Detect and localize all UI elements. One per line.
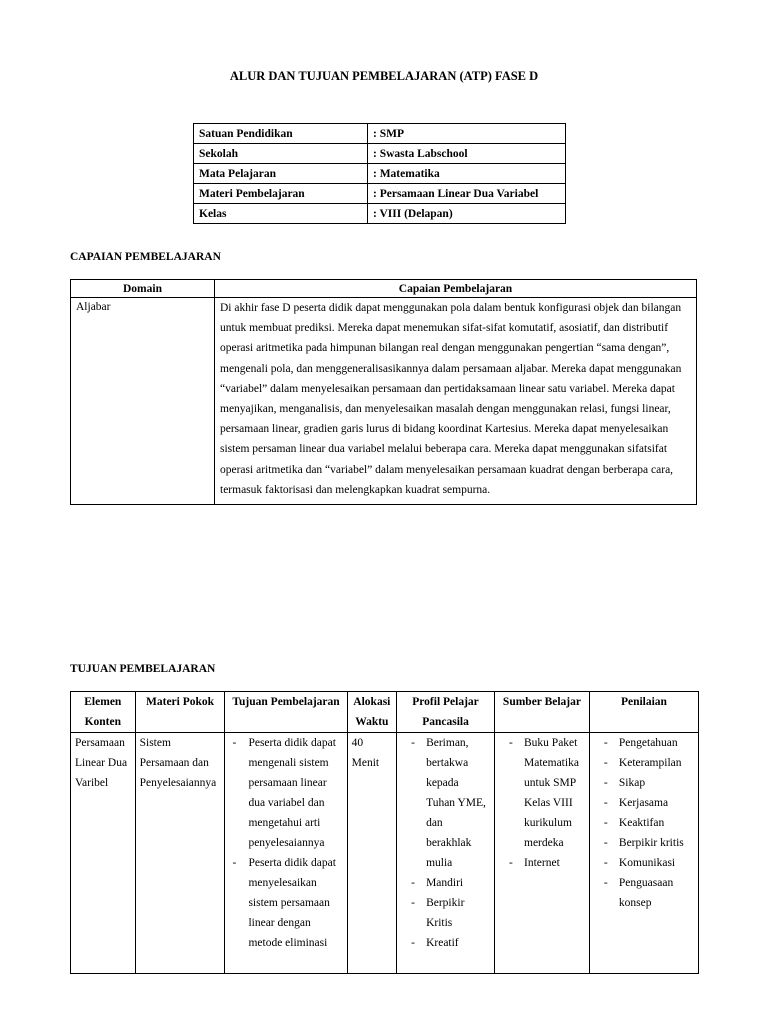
capaian-heading: CAPAIAN PEMBELAJARAN	[70, 251, 221, 263]
tujuan-header-penilaian: Penilaian	[589, 692, 698, 733]
tujuan-item: - Peserta didik dapat mengenali sistem persamaan linear dua variabel dan mengetahui arti penyelesaiannya	[229, 733, 342, 853]
materi-pokok-cell: Sistem Persamaan dan Penyelesaiannya	[135, 733, 225, 974]
penilaian-item: - Kerjasama	[594, 793, 694, 813]
elemen-konten-cell: Persamaan Linear Dua Varibel	[71, 733, 136, 974]
alokasi-waktu-cell: 40 Menit	[347, 733, 396, 974]
document-title: ALUR DAN TUJUAN PEMBELAJARAN (ATP) FASE D	[229, 69, 539, 83]
penilaian-item: - Sikap	[594, 773, 694, 793]
penilaian-item: - Penguasaan konsep	[594, 873, 694, 913]
identity-key: Kelas	[194, 204, 368, 224]
tujuan-header-alokasi: Alokasi Waktu	[347, 692, 396, 733]
tujuan-header-sumber: Sumber Belajar	[495, 692, 590, 733]
profil-item: - Kreatif	[401, 933, 490, 953]
tujuan-item: - Peserta didik dapat menyelesaikan sistem persamaan linear dengan metode eliminasi	[229, 853, 342, 953]
tujuan-header-tujuan: Tujuan Pembelajaran	[225, 692, 347, 733]
identity-row	[194, 184, 566, 204]
profil-pelajar-cell	[397, 733, 495, 974]
identity-value: : Matematika	[368, 164, 566, 184]
penilaian-item: - Pengetahuan	[594, 733, 694, 753]
profil-item: - Berpikir Kritis	[401, 893, 490, 933]
sumber-item: - Internet	[499, 853, 585, 873]
profil-item: - Beriman, bertakwa kepada Tuhan YME, dan berakhlak mulia	[401, 733, 490, 873]
capaian-table	[70, 279, 697, 505]
penilaian-cell	[589, 733, 698, 974]
identity-key: Satuan Pendidikan	[194, 124, 368, 144]
capaian-domain: Aljabar	[71, 298, 215, 505]
capaian-header-capaian: Capaian Pembelajaran	[215, 280, 697, 298]
identity-row	[194, 144, 566, 164]
identity-key: Mata Pelajaran	[194, 164, 368, 184]
identity-row	[194, 204, 566, 224]
tujuan-header-materi: Materi Pokok	[135, 692, 225, 733]
sumber-belajar-cell	[495, 733, 590, 974]
identity-key: Sekolah	[194, 144, 368, 164]
identity-value: : SMP	[368, 124, 566, 144]
identity-row	[194, 124, 566, 144]
penilaian-item: - Berpikir kritis	[594, 833, 694, 853]
penilaian-item: - Keterampilan	[594, 753, 694, 773]
identity-value: : VIII (Delapan)	[368, 204, 566, 224]
profil-item: - Mandiri	[401, 873, 490, 893]
tujuan-table	[70, 691, 699, 974]
tujuan-row	[71, 733, 699, 974]
capaian-text: Di akhir fase D peserta didik dapat menggunakan pola dalam bentuk konfigurasi objek dan bilangan untuk membuat prediksi. Mereka dapat menemukan sifat-sifat komutatif, asosiatif, dan distributif operasi aritmetika pada himpunan bilangan real dengan menggunakan pengertian “sama dengan”, mengenali pola, dan menggeneralisasikannya dalam persamaan aljabar. Mereka dapat menggunakan “variabel” dalam menyelesaikan persamaan dan pertidaksamaan linear satu variabel. Mereka dapat menyajikan, menganalisis, dan menyelesaikan masalah dengan menggunakan relasi, fungsi linear, persamaan linear, gradien garis lurus di bidang koordinat Kartesius. Mereka dapat menyelesaikan sistem persaman linear dua variabel melalui beberapa cara. Mereka dapat menggunakan sifatsifat operasi aritmetika dan “variabel” dalam menyelesaikan persamaan kuadrat dengan berberapa cara, termasuk faktorisasi dan melengkapkan kuadrat sempurna.	[215, 298, 697, 505]
capaian-row	[71, 298, 697, 505]
tujuan-header-profil: Profil Pelajar Pancasila	[397, 692, 495, 733]
sumber-item: - Buku Paket Matematika untuk SMP Kelas VIII kurikulum merdeka	[499, 733, 585, 853]
identity-value: : Persamaan Linear Dua Variabel	[368, 184, 566, 204]
identity-row	[194, 164, 566, 184]
penilaian-item: - Keaktifan	[594, 813, 694, 833]
identity-key: Materi Pembelajaran	[194, 184, 368, 204]
capaian-header-domain: Domain	[71, 280, 215, 298]
tujuan-heading: TUJUAN PEMBELAJARAN	[70, 663, 216, 675]
tujuan-header-elemen: Elemen Konten	[71, 692, 136, 733]
identity-value: : Swasta Labschool	[368, 144, 566, 164]
tujuan-pembelajaran-cell	[225, 733, 347, 974]
penilaian-item: - Komunikasi	[594, 853, 694, 873]
identity-table	[193, 123, 566, 224]
